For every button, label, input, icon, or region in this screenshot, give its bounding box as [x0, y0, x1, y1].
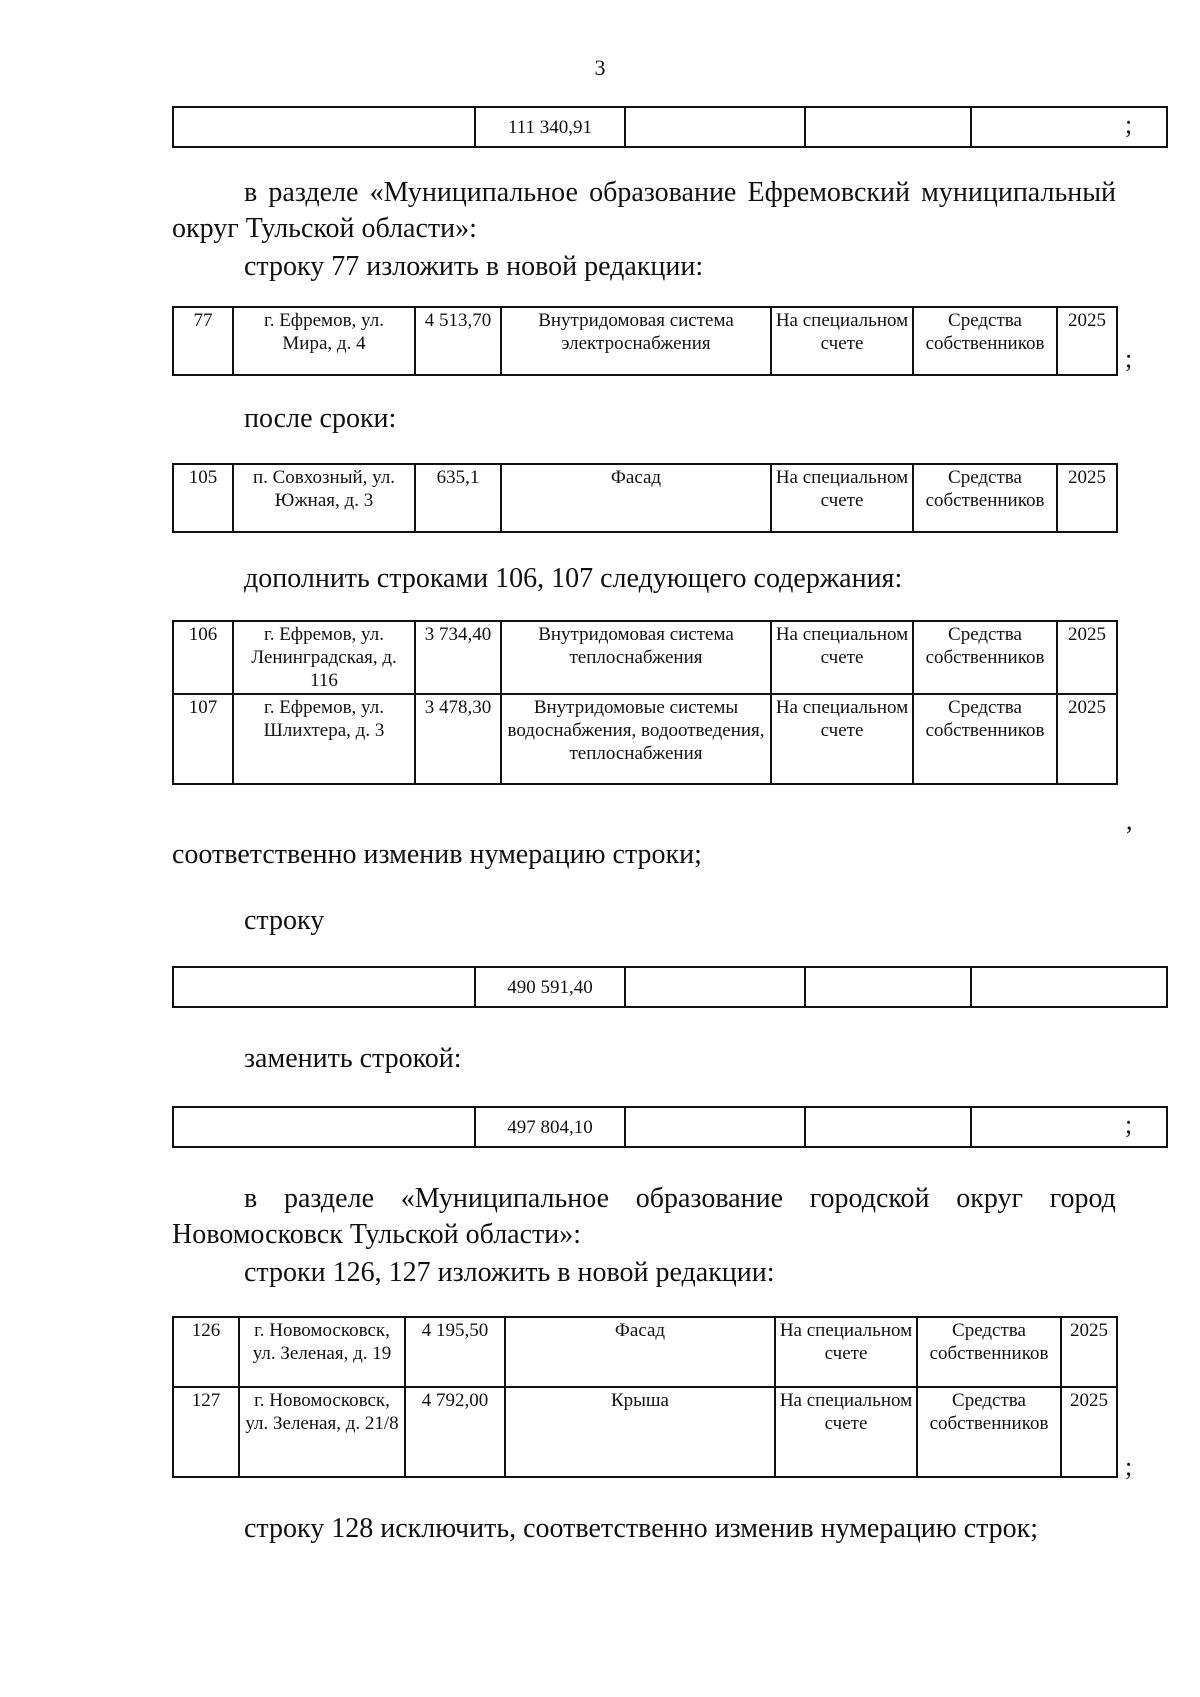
table-cell: [971, 967, 1167, 1007]
year: 2025: [1061, 1387, 1117, 1477]
area: 4 792,00: [405, 1387, 505, 1477]
account-type: На специальном счете: [775, 1387, 917, 1477]
account-type: На специальном счете: [771, 621, 913, 694]
table-cell: [173, 967, 475, 1007]
section-intro-line2: Новомосковск Тульской области»:: [172, 1219, 582, 1250]
instruction-add-rows: дополнить строками 106, 107 следующего содержания:: [244, 563, 903, 594]
section-intro-efremov: [172, 174, 1116, 212]
account-type: На специальном счете: [771, 307, 913, 375]
section-intro-novomoskovsk: [172, 1180, 1116, 1218]
funding-source: Средства собственников: [913, 694, 1057, 784]
table-row: [173, 621, 1117, 694]
word: Ефремовский: [747, 177, 910, 208]
total-new-value: 497 804,10: [475, 1107, 625, 1147]
table-cell: [805, 967, 971, 1007]
word: «Муниципальное: [400, 1183, 610, 1214]
total-new-table: [172, 1106, 1168, 1148]
area: 635,1: [415, 464, 501, 532]
work-type: Фасад: [505, 1317, 775, 1387]
word: разделе: [268, 177, 359, 208]
account-type: На специальном счете: [775, 1317, 917, 1387]
table-cell: [625, 1107, 805, 1147]
semicolon: ;: [1125, 110, 1133, 139]
word: округ: [956, 1183, 1023, 1214]
account-type: На специальном счете: [771, 464, 913, 532]
row-number: 127: [173, 1387, 239, 1477]
area: 3 478,30: [415, 694, 501, 784]
table-cell: [625, 967, 805, 1007]
rows-106-107-table: [172, 620, 1118, 785]
year: 2025: [1057, 621, 1117, 694]
word: в: [244, 1183, 258, 1214]
row-word: строку: [244, 905, 325, 936]
table-row: [173, 307, 1117, 375]
table-cell: [971, 1107, 1167, 1147]
address: г. Ефремов, ул. Шлихтера, д. 3: [233, 694, 415, 784]
row-number: 77: [173, 307, 233, 375]
work-type: Внутридомовая система электроснабжения: [501, 307, 771, 375]
section-intro-line2: округ Тульской области»:: [172, 213, 477, 244]
row-105-table: [172, 463, 1118, 533]
row-number: 106: [173, 621, 233, 694]
semicolon: ;: [1125, 344, 1133, 373]
row-77-table: [172, 306, 1118, 376]
table-row: [173, 464, 1117, 532]
table-cell: [805, 107, 971, 147]
address: г. Новомосковск, ул. Зеленая, д. 21/8: [239, 1387, 405, 1477]
account-type: На специальном счете: [771, 694, 913, 784]
renumber-note: соответственно изменив нумерацию строки;: [172, 839, 702, 870]
address: г. Ефремов, ул. Ленинградская, д. 116: [233, 621, 415, 694]
year: 2025: [1057, 694, 1117, 784]
table-cell: [173, 1107, 475, 1147]
table-cell: [173, 107, 475, 147]
rows-126-127-table: [172, 1316, 1118, 1478]
row-number: 126: [173, 1317, 239, 1387]
table-row: [173, 1107, 1167, 1147]
area: 3 734,40: [415, 621, 501, 694]
word: образование: [635, 1183, 783, 1214]
word: в: [244, 177, 258, 208]
semicolon: ;: [1125, 1110, 1133, 1139]
page-number: 3: [594, 55, 606, 80]
row-number: 107: [173, 694, 233, 784]
area: 4 195,50: [405, 1317, 505, 1387]
address: г. Ефремов, ул. Мира, д. 4: [233, 307, 415, 375]
table-row: [173, 694, 1117, 784]
area: 4 513,70: [415, 307, 501, 375]
table-row: [173, 107, 1167, 147]
total-old-value: 490 591,40: [475, 967, 625, 1007]
total-value: 111 340,91: [475, 107, 625, 147]
total-row-table: [172, 106, 1168, 148]
word: «Муниципальное: [369, 177, 578, 208]
word: городской: [809, 1183, 930, 1214]
semicolon: ;: [1125, 1452, 1133, 1481]
instruction-edit-row-77: строку 77 изложить в новой редакции:: [244, 251, 704, 282]
word: город: [1049, 1183, 1116, 1214]
funding-source: Средства собственников: [913, 621, 1057, 694]
year: 2025: [1057, 307, 1117, 375]
funding-source: Средства собственников: [917, 1387, 1061, 1477]
address: г. Новомосковск, ул. Зеленая, д. 19: [239, 1317, 405, 1387]
word: разделе: [283, 1183, 375, 1214]
instruction-exclude-row: строку 128 исключить, соответственно изменив нумерацию строк;: [244, 1513, 1039, 1544]
table-row: [173, 967, 1167, 1007]
table-row: [173, 1317, 1117, 1387]
year: 2025: [1061, 1317, 1117, 1387]
instruction-replace: заменить строкой:: [244, 1043, 462, 1074]
work-type: Фасад: [501, 464, 771, 532]
work-type: Крыша: [505, 1387, 775, 1477]
table-cell: [971, 107, 1167, 147]
instruction-edit-rows: строки 126, 127 изложить в новой редакции:: [244, 1257, 775, 1288]
funding-source: Средства собственников: [913, 464, 1057, 532]
address: п. Совхозный, ул. Южная, д. 3: [233, 464, 415, 532]
funding-source: Средства собственников: [913, 307, 1057, 375]
row-number: 105: [173, 464, 233, 532]
table-cell: [625, 107, 805, 147]
comma: ,: [1126, 806, 1133, 835]
table-cell: [805, 1107, 971, 1147]
total-old-table: [172, 966, 1168, 1008]
work-type: Внутридомовая система теплоснабжения: [501, 621, 771, 694]
funding-source: Средства собственников: [917, 1317, 1061, 1387]
word: образование: [589, 177, 737, 208]
word: муниципальный: [921, 177, 1116, 208]
table-row: [173, 1387, 1117, 1477]
instruction-after-row: после сроки:: [244, 403, 397, 434]
year: 2025: [1057, 464, 1117, 532]
work-type: Внутридомовые системы водоснабжения, водоотведения, теплоснабжения: [501, 694, 771, 784]
